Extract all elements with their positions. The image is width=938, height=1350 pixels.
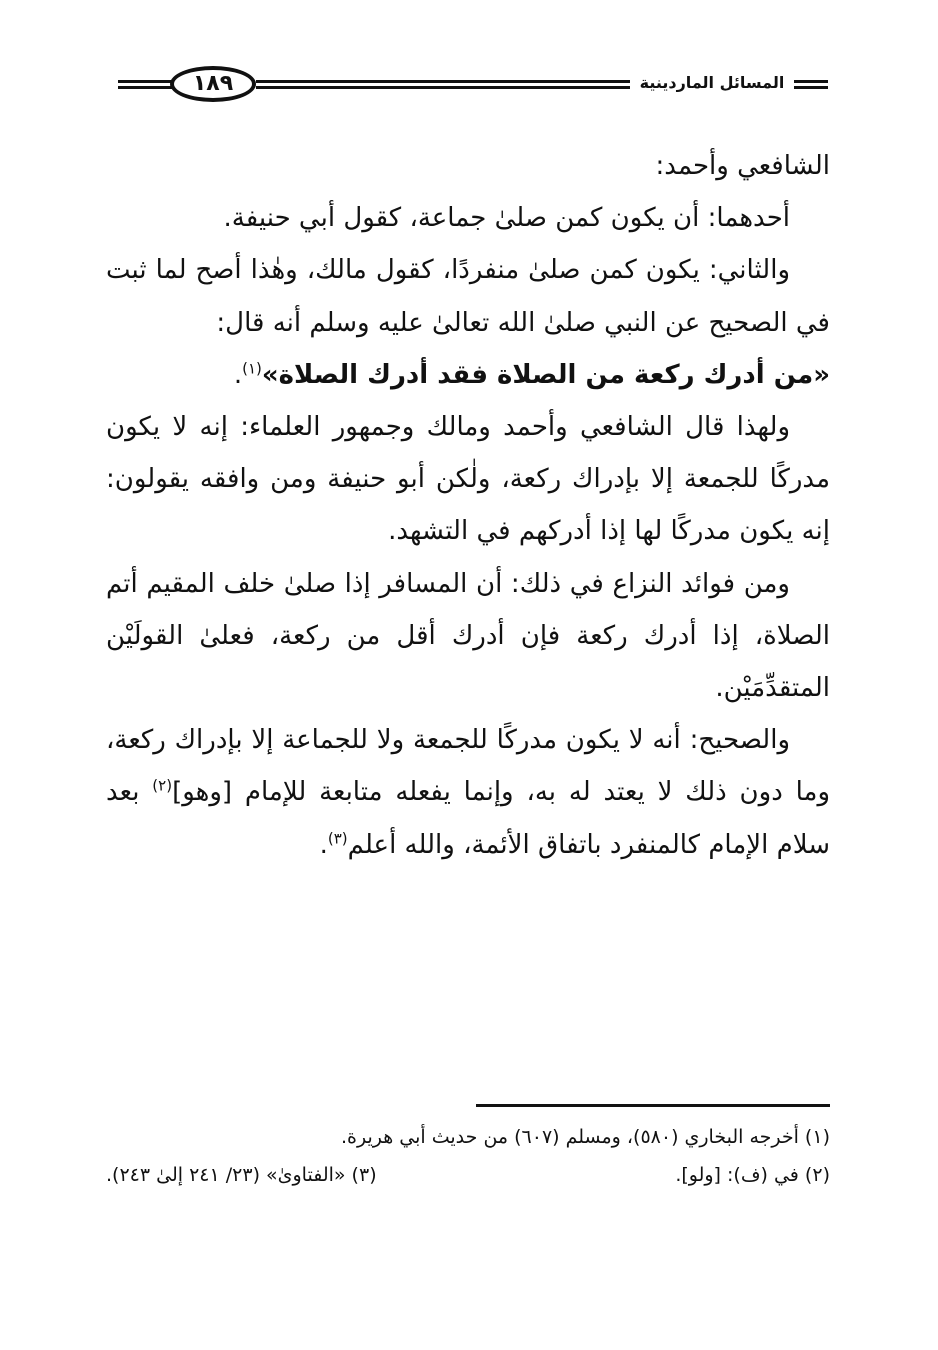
header-rule	[118, 80, 176, 83]
paragraph	[106, 558, 830, 715]
header-rule	[794, 86, 828, 89]
paragraph	[106, 244, 830, 401]
footnotes	[106, 1118, 830, 1194]
paragraph	[106, 714, 830, 871]
footnote-ref[interactable]: (٢)	[152, 776, 173, 795]
paragraph	[106, 140, 830, 192]
paragraph-text: والثاني: يكون كمن صلىٰ منفردًا، كقول مالك، وهٰذا أصح لما ثبت في الصحيح عن النبي صلىٰ الله تعالىٰ عليه وسلم أنه قال:	[106, 255, 830, 338]
paragraph-text: ولهذا قال الشافعي وأحمد ومالك وجمهور العلماء: إنه لا يكون مدركًا للجمعة إلا بإدراك ركعة، ولٰكن أبو حنيفة ومن وافقه يقولون: إنه يكون مدركًا لها إذا أدركهم في التشهد.	[106, 412, 830, 547]
paragraph-text: والصحيح: أنه لا يكون مدركًا للجمعة ولا للجماعة إلا بإدراك ركعة، وما دون ذلك لا يعتد له به، وإنما يفعله متابعة للإمام [وهو]	[106, 725, 831, 808]
paragraph	[106, 401, 830, 558]
paragraph-text: أحدهما: أن يكون كمن صلىٰ جماعة، كقول أبي حنيفة.	[223, 203, 790, 234]
hadith-quote: «من أدرك ركعة من الصلاة فقد أدرك الصلاة»	[261, 359, 830, 390]
footnote-separator	[476, 1104, 830, 1107]
punctuation: .	[319, 829, 328, 860]
page-number: ١٨٩	[170, 66, 256, 102]
body-text	[106, 140, 830, 871]
page-header	[118, 64, 828, 112]
header-rule	[794, 80, 828, 83]
paragraph-text: بعد سلام الإمام كالمنفرد باتفاق الأئمة، والله أعلم	[106, 777, 830, 860]
paragraph	[106, 192, 830, 244]
footnote: (١) أخرجه البخاري (٥٨٠)، ومسلم (٦٠٧) من حديث أبي هريرة.	[340, 1126, 830, 1148]
footnote-ref[interactable]: (٣)	[327, 828, 348, 847]
footnote-row	[106, 1156, 830, 1194]
footnote: (٣) «الفتاوىٰ» (٢٣/ ٢٤١ إلىٰ ٢٤٣).	[106, 1164, 377, 1186]
punctuation: .	[233, 359, 243, 390]
header-rule	[118, 86, 176, 89]
footnote: (٢) في (ف): [ولو].	[675, 1164, 830, 1186]
paragraph-text: الشافعي وأحمد:	[655, 151, 830, 181]
footnote-ref[interactable]: (١)	[242, 359, 262, 378]
running-title: المسائل الماردينية	[630, 64, 794, 100]
paragraph-text: ومن فوائد النزاع في ذلك: أن المسافر إذا صلىٰ خلف المقيم أتم الصلاة، إذا أدرك ركعة فإن أدرك أقل من ركعة، فعلىٰ القولَيْن المتقدِّمَيْن.	[106, 568, 830, 704]
